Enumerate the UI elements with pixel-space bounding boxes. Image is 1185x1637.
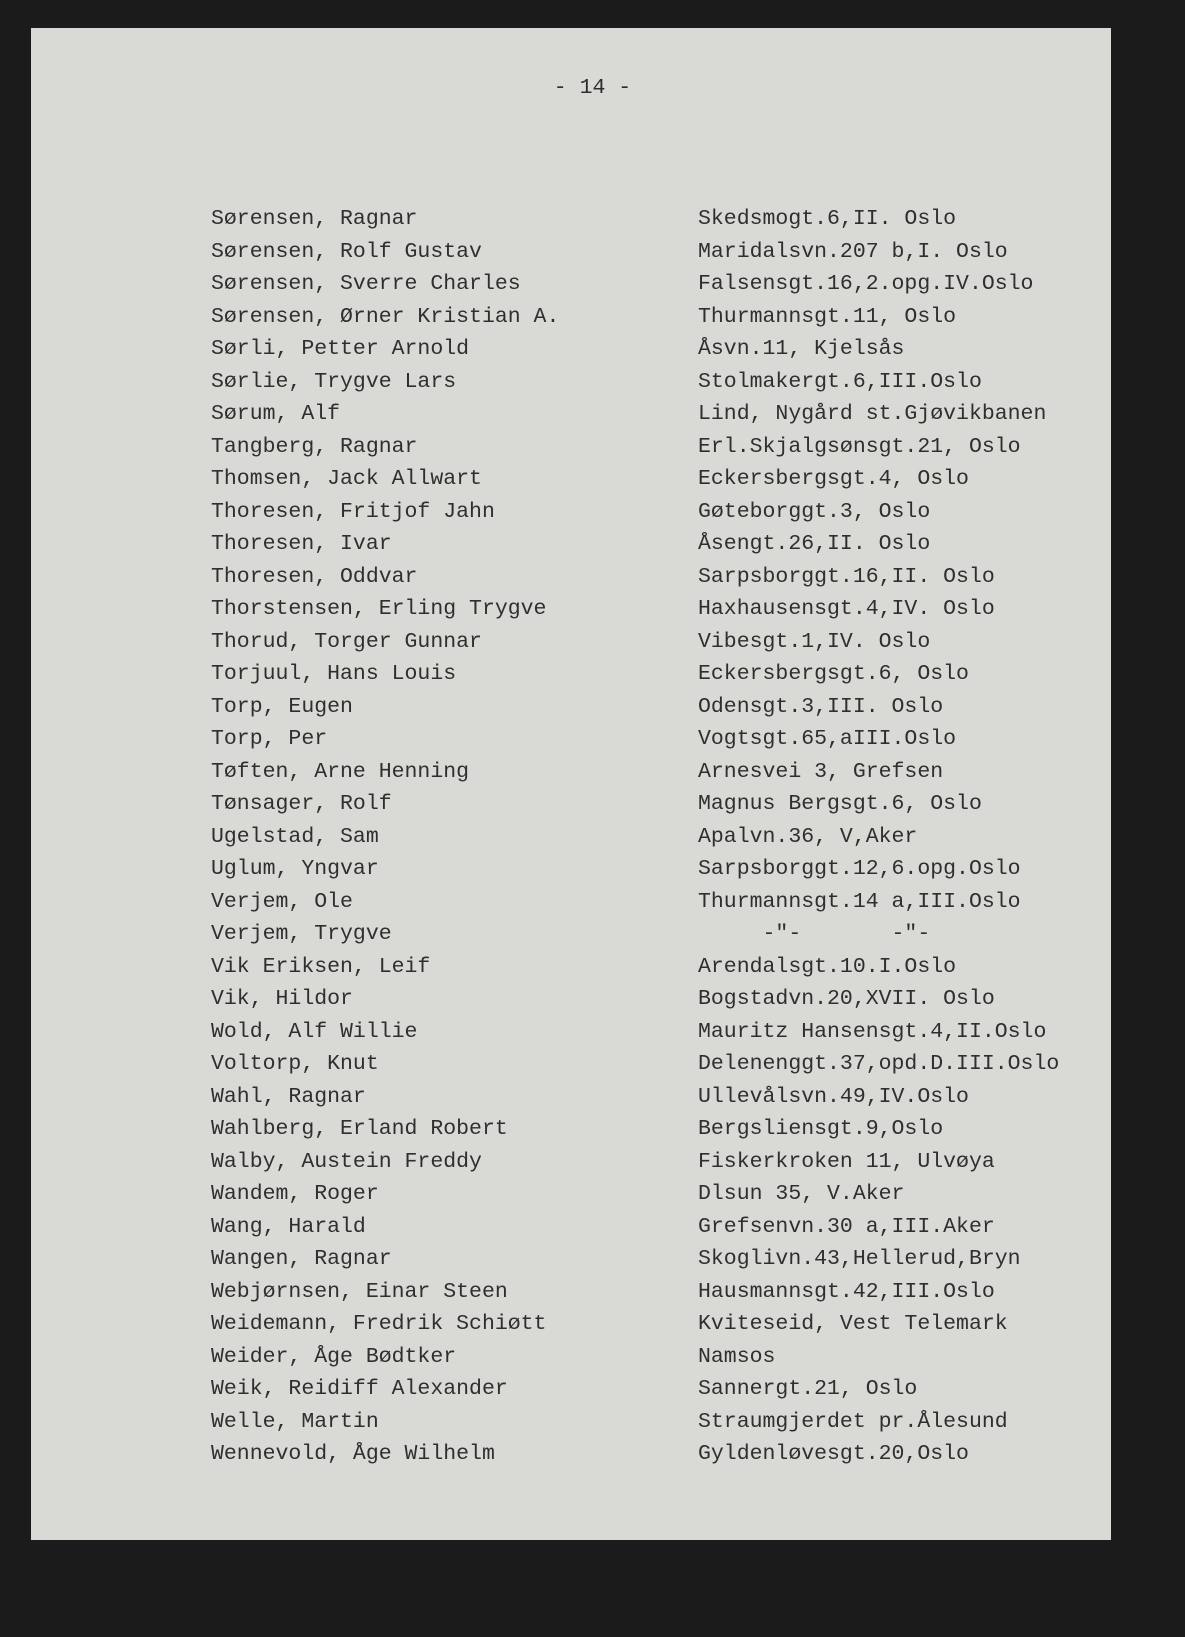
address: Odensgt.3,III. Oslo: [698, 694, 944, 719]
address: Gøteborggt.3, Oslo: [698, 499, 931, 524]
list-item: [211, 1146, 1111, 1179]
address: Skedsmogt.6,II. Oslo: [698, 207, 957, 231]
person-name: Welle, Martin: [211, 1409, 379, 1434]
list-item: [211, 398, 1111, 431]
address: Haxhausensgt.4,IV. Oslo: [698, 597, 995, 621]
address: Hausmannsgt.42,III.Oslo: [698, 1279, 995, 1304]
address: Bergsliensgt.9,Oslo: [698, 1117, 944, 1141]
address: Arnesvei 3, Grefsen: [698, 759, 944, 784]
address: Skoglivn.43,Hellerud,Bryn: [698, 1247, 1021, 1271]
list-item: [211, 366, 1111, 399]
address: Straumgjerdet pr.Ålesund: [698, 1409, 1008, 1434]
list-item: [211, 1243, 1111, 1276]
person-name: Tøften, Arne Henning: [211, 759, 470, 784]
address: Dlsun 35, V.Aker: [698, 1182, 905, 1206]
address: -"- -"-: [698, 922, 931, 946]
address: Gyldenløvesgt.20,Oslo: [698, 1442, 969, 1466]
person-name: Wang, Harald: [211, 1214, 366, 1239]
address: Sarpsborggt.16,II. Oslo: [698, 564, 995, 589]
list-item: [211, 1178, 1111, 1211]
list-item: [211, 918, 1111, 951]
list-item: [211, 463, 1111, 496]
address: Eckersbergsgt.4, Oslo: [698, 467, 969, 491]
person-name: Thomsen, Jack Allwart: [211, 467, 482, 491]
address: Åsvn.11, Kjelsås: [698, 337, 905, 361]
address: Falsensgt.16,2.opg.IV.Oslo: [698, 272, 1034, 296]
address: Grefsenvn.30 a,III.Aker: [698, 1214, 995, 1239]
person-name: Verjem, Ole: [211, 889, 353, 914]
person-name: Thorstensen, Erling Trygve: [211, 597, 547, 621]
person-name: Torjuul, Hans Louis: [211, 662, 457, 686]
person-name: Weidemann, Fredrik Schiøtt: [211, 1312, 547, 1336]
list-item: [211, 268, 1111, 301]
person-name: Vik, Hildor: [211, 987, 353, 1011]
person-name: Sørensen, Ragnar: [211, 207, 418, 231]
person-name: Tønsager, Rolf: [211, 792, 392, 816]
person-name: Sørli, Petter Arnold: [211, 337, 470, 361]
person-name: Tangberg, Ragnar: [211, 434, 418, 459]
list-item: [211, 626, 1111, 659]
person-name: Sørensen, Ørner Kristian A.: [211, 304, 560, 329]
list-item: [211, 658, 1111, 691]
person-name: Weider, Åge Bødtker: [211, 1344, 457, 1369]
person-name: Wahl, Ragnar: [211, 1084, 366, 1109]
address: Magnus Bergsgt.6, Oslo: [698, 792, 982, 816]
list-item: [211, 496, 1111, 529]
person-name: Sørum, Alf: [211, 402, 341, 426]
address: Eckersbergsgt.6, Oslo: [698, 662, 969, 686]
person-name: Wold, Alf Willie: [211, 1019, 418, 1044]
address: Lind, Nygård st.Gjøvikbanen: [698, 402, 1047, 426]
person-name: Voltorp, Knut: [211, 1052, 379, 1076]
address: Arendalsgt.10.I.Oslo: [698, 954, 957, 979]
list-item: [211, 1048, 1111, 1081]
person-name: Wahlberg, Erland Robert: [211, 1117, 508, 1141]
person-name: Sørensen, Sverre Charles: [211, 272, 521, 296]
list-item: [211, 691, 1111, 724]
address: Erl.Skjalgsønsgt.21, Oslo: [698, 434, 1021, 459]
person-name: Walby, Austein Freddy: [211, 1149, 482, 1174]
person-name: Webjørnsen, Einar Steen: [211, 1279, 508, 1304]
person-name: Vik Eriksen, Leif: [211, 954, 431, 979]
list-item: [211, 788, 1111, 821]
list-item: [211, 821, 1111, 854]
name-address-list: [211, 203, 1111, 1471]
person-name: Thoresen, Oddvar: [211, 564, 418, 589]
person-name: Thoresen, Ivar: [211, 532, 392, 556]
person-name: Sørlie, Trygve Lars: [211, 369, 457, 394]
address: Åsengt.26,II. Oslo: [698, 532, 931, 556]
person-name: Verjem, Trygve: [211, 922, 392, 946]
list-item: [211, 561, 1111, 594]
address: Vogtsgt.65,aIII.Oslo: [698, 727, 957, 751]
list-item: [211, 236, 1111, 269]
address: Thurmannsgt.14 a,III.Oslo: [698, 889, 1021, 914]
list-item: [211, 1081, 1111, 1114]
list-item: [211, 593, 1111, 626]
list-item: [211, 431, 1111, 464]
address: Stolmakergt.6,III.Oslo: [698, 369, 982, 394]
list-item: [211, 853, 1111, 886]
list-item: [211, 886, 1111, 919]
person-name: Sørensen, Rolf Gustav: [211, 239, 482, 264]
person-name: Torp, Eugen: [211, 694, 353, 719]
person-name: Torp, Per: [211, 727, 328, 751]
address: Apalvn.36, V,Aker: [698, 824, 918, 849]
list-item: [211, 1211, 1111, 1244]
list-item: [211, 951, 1111, 984]
address: Mauritz Hansensgt.4,II.Oslo: [698, 1019, 1047, 1044]
page-number: - 14 -: [553, 76, 632, 100]
address: Bogstadvn.20,XVII. Oslo: [698, 987, 995, 1011]
list-item: [211, 528, 1111, 561]
list-item: [211, 723, 1111, 756]
list-item: [211, 983, 1111, 1016]
address: Delenenggt.37,opd.D.III.Oslo: [698, 1052, 1060, 1076]
address: Thurmannsgt.11, Oslo: [698, 304, 957, 329]
person-name: Wandem, Roger: [211, 1182, 379, 1206]
address: Kviteseid, Vest Telemark: [698, 1312, 1008, 1336]
list-item: [211, 756, 1111, 789]
person-name: Thoresen, Fritjof Jahn: [211, 499, 495, 524]
list-item: [211, 1113, 1111, 1146]
list-item: [211, 1373, 1111, 1406]
address: Sarpsborggt.12,6.opg.Oslo: [698, 857, 1021, 881]
list-item: [211, 1308, 1111, 1341]
person-name: Wennevold, Åge Wilhelm: [211, 1442, 495, 1466]
person-name: Ugelstad, Sam: [211, 824, 379, 849]
address: Vibesgt.1,IV. Oslo: [698, 629, 931, 654]
list-item: [211, 333, 1111, 366]
person-name: Uglum, Yngvar: [211, 857, 379, 881]
list-item: [211, 1016, 1111, 1049]
list-item: [211, 301, 1111, 334]
address: Ullevålsvn.49,IV.Oslo: [698, 1084, 969, 1109]
list-item: [211, 1341, 1111, 1374]
list-item: [211, 1438, 1111, 1471]
list-item: [211, 1276, 1111, 1309]
address: Maridalsvn.207 b,I. Oslo: [698, 239, 1008, 264]
address: Fiskerkroken 11, Ulvøya: [698, 1149, 995, 1174]
person-name: Wangen, Ragnar: [211, 1247, 392, 1271]
address: Namsos: [698, 1344, 776, 1369]
person-name: Weik, Reidiff Alexander: [211, 1377, 508, 1401]
person-name: Thorud, Torger Gunnar: [211, 629, 482, 654]
list-item: [211, 203, 1111, 236]
address: Sannergt.21, Oslo: [698, 1377, 918, 1401]
list-item: [211, 1406, 1111, 1439]
